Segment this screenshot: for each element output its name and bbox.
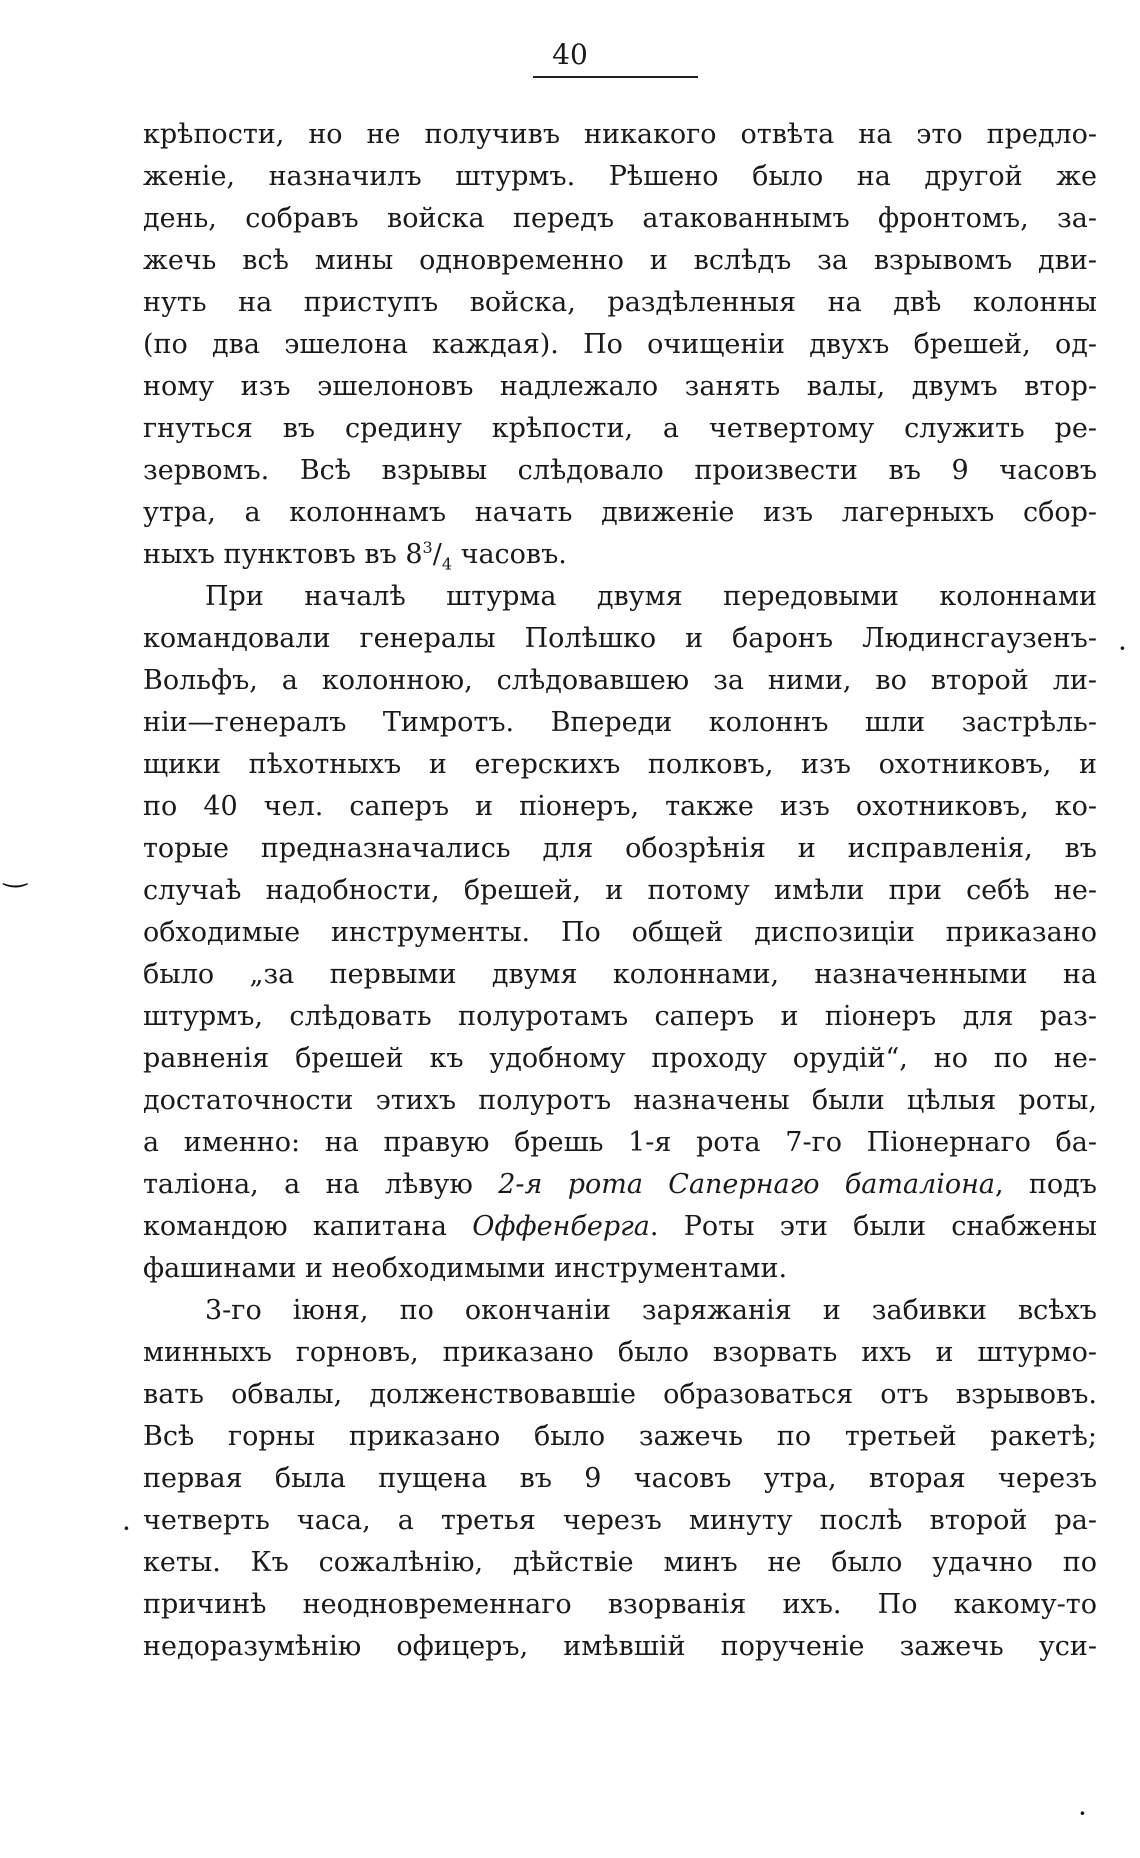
italic-unit-name: 2-я рота Сапернаго баталіона [498, 1169, 996, 1200]
text-line: гнуться въ средину крѣпости, а четвертому служить ре- [143, 413, 1097, 444]
text-line: (по два эшелона каждая). По очищеніи двухъ брешей, од- [143, 329, 1097, 360]
text-line: день, собравъ войска передъ атакованнымъ фронтомъ, за- [143, 203, 1097, 234]
text-line: четверть часа, а третья черезъ минуту послѣ второй ра- [143, 1505, 1097, 1536]
paragraph-3 [143, 1290, 1097, 1668]
italic-person-name: Оффенберга [472, 1211, 650, 1242]
page-number: 40 [552, 38, 588, 71]
text-line: зервомъ. Всѣ взрывы слѣдовало произвести въ 9 часовъ [143, 455, 1097, 486]
text-line: было „за первыми двумя колоннами, назначенными на [143, 959, 1097, 990]
text-line: щики пѣхотныхъ и егерскихъ полковъ, изъ охотниковъ, и [143, 749, 1097, 780]
text-line: причинѣ неодновременнаго взорванія ихъ. По какому-то [143, 1589, 1097, 1620]
text-line-with-italic [143, 1164, 1097, 1206]
text-line: 3-го іюня, по окончаніи заряжанія и забивки всѣхъ [205, 1295, 1097, 1326]
margin-dot: · [122, 1512, 131, 1545]
text-line: обходимые инструменты. По общей диспозиціи приказано [143, 917, 1097, 948]
margin-dot: · [1078, 1797, 1087, 1830]
text-line: Всѣ горны приказано было зажечь по третьей ракетѣ; [143, 1421, 1097, 1452]
text-line: штурмъ, слѣдовать полуротамъ саперъ и піонеръ для раз- [143, 1001, 1097, 1032]
line-suffix: , подъ [995, 1169, 1097, 1200]
text-line: вать обвалы, долженствовавшіе образоваться отъ взрывовъ. [143, 1379, 1097, 1410]
text-line: нуть на приступъ войска, раздѣленныя на двѣ колонны [143, 287, 1097, 318]
text-line: первая была пущена въ 9 часовъ утра, вторая черезъ [143, 1463, 1097, 1494]
fraction-suffix: часовъ. [452, 539, 567, 570]
text-line: случаѣ надобности, брешей, и потому имѣли при себѣ не- [143, 875, 1097, 906]
fraction-slash: / [432, 539, 442, 570]
page-number-rule [533, 76, 698, 78]
margin-dot: · [1118, 632, 1127, 665]
paragraph-1 [143, 114, 1097, 576]
text-line: недоразумѣнію офицеръ, имѣвшій порученіе зажечь уси- [143, 1631, 1097, 1662]
line-prefix: командою капитана [143, 1211, 473, 1242]
body-text [143, 114, 1097, 1668]
text-line: а именно: на правую брешь 1-я рота 7-го Піонернаго ба- [143, 1127, 1097, 1158]
text-line: торые предназначались для обозрѣнія и исправленія, въ [143, 833, 1097, 864]
text-line: минныхъ горновъ, приказано было взорвать ихъ и штурмо- [143, 1337, 1097, 1368]
text-line: жечь всѣ мины одновременно и вслѣдъ за взрывомъ дви- [143, 245, 1097, 276]
text-line: фашинами и необходимыми инструментами. [143, 1253, 788, 1284]
text-line: достаточности этихъ полуротъ назначены были цѣлыя роты, [143, 1085, 1097, 1116]
text-line-with-italic [143, 1206, 1097, 1248]
text-line: равненія брешей къ удобному проходу орудій“, но по не- [143, 1043, 1097, 1074]
text-line: Вольфъ, а колонною, слѣдовавшею за ними, во второй ли- [143, 665, 1097, 696]
text-line: крѣпости, но не получивъ никакого отвѣта на это предло- [143, 119, 1097, 150]
fraction-numerator: 3 [422, 538, 433, 557]
text-line-with-fraction [143, 534, 1097, 576]
text-line: командовали генералы Полѣшко и баронъ Людинсгаузенъ- [143, 623, 1097, 654]
line-prefix: таліона, а на лѣвую [143, 1169, 499, 1200]
text-line: ніи—генералъ Тимротъ. Впереди колоннъ шли застрѣль- [143, 707, 1097, 738]
fraction-prefix: ныхъ пунктовъ въ 8 [143, 539, 423, 570]
paragraph-2 [143, 576, 1097, 1290]
fraction-denominator: 4 [441, 554, 453, 574]
text-line: утра, а колоннамъ начать движеніе изъ лагерныхъ сбор- [143, 497, 1097, 528]
text-line: кеты. Къ сожалѣнію, дѣйствіе минъ не было удачно по [143, 1547, 1097, 1578]
text-line: При началѣ штурма двумя передовыми колоннами [205, 581, 1097, 612]
text-line: ному изъ эшелоновъ надлежало занять валы, двумъ втор- [143, 371, 1097, 402]
line-suffix: . Роты эти были снабжены [649, 1211, 1097, 1242]
text-line: женіе, назначилъ штурмъ. Рѣшено было на другой же [143, 161, 1097, 192]
margin-mark: ‿ [4, 855, 27, 888]
text-line: по 40 чел. саперъ и піонеръ, также изъ охотниковъ, ко- [143, 791, 1097, 822]
